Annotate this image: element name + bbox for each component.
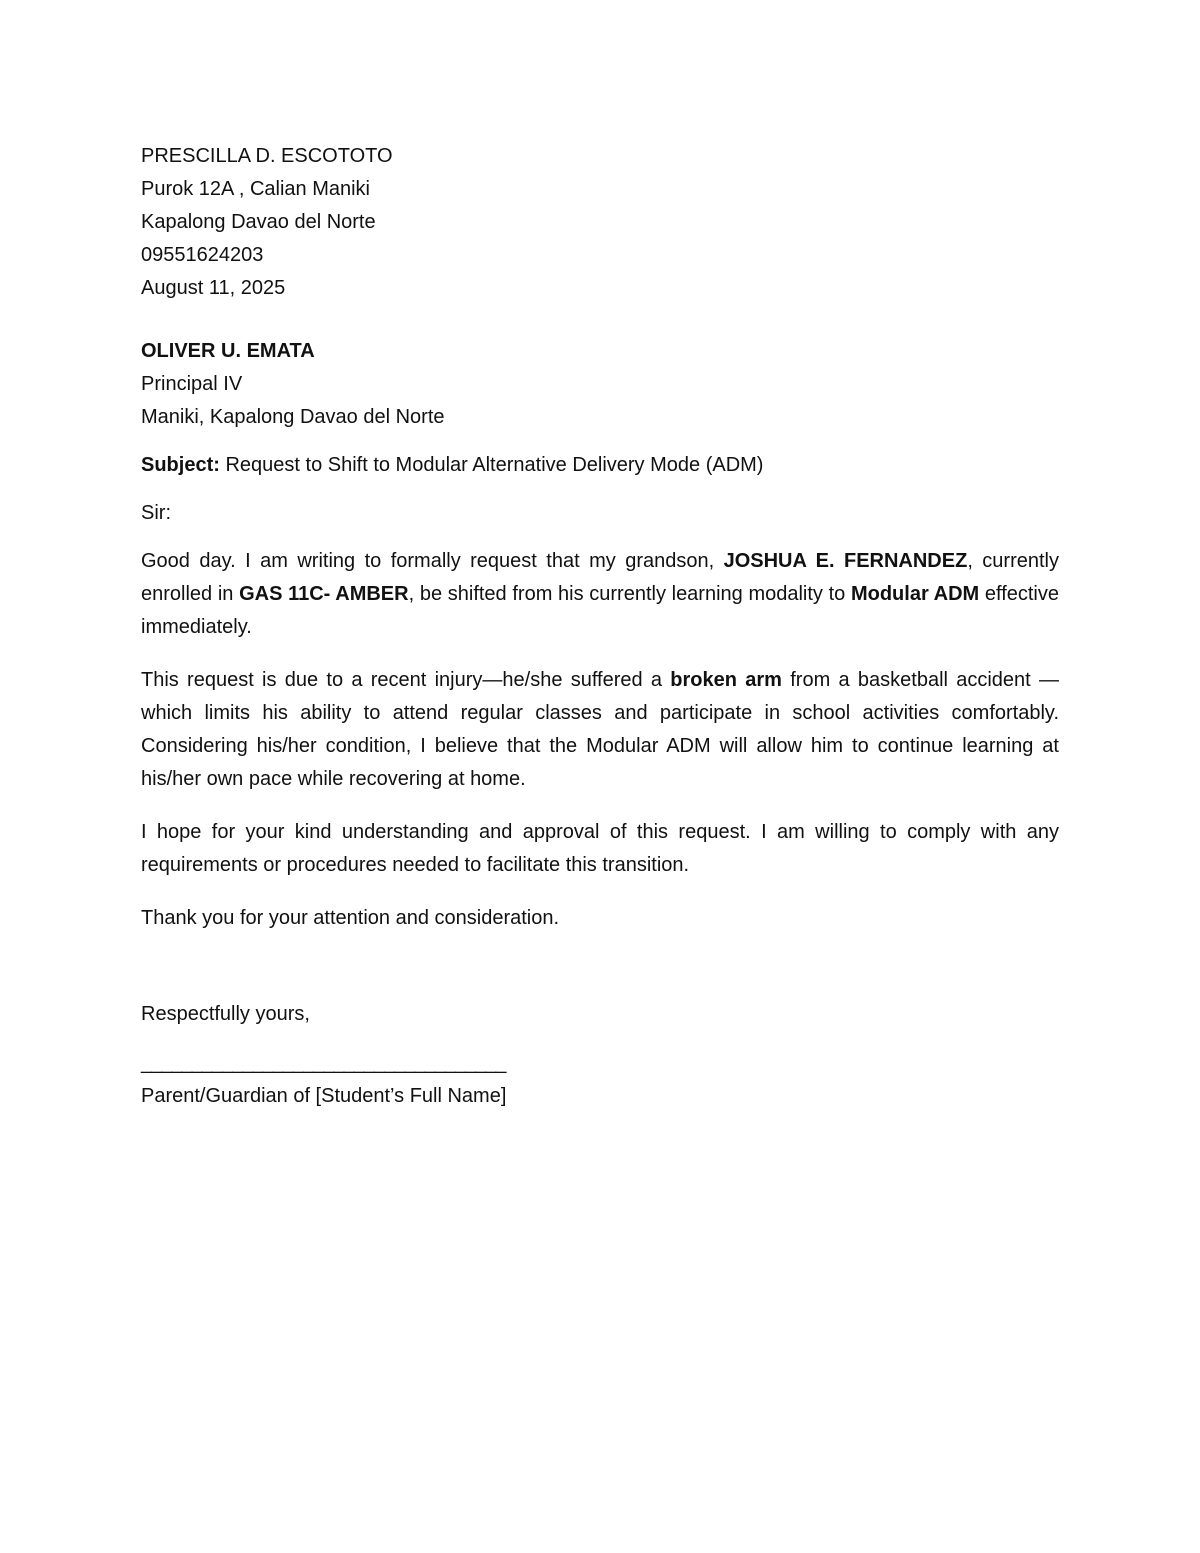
letter-date: August 11, 2025 (141, 277, 286, 299)
subject-label: Subject: (141, 454, 220, 476)
recipient-block (141, 335, 1059, 434)
subject-text: Request to Shift to Modular Alternative Delivery Mode (ADM) (219, 454, 764, 476)
student-section: GAS 11C- AMBER (239, 583, 409, 605)
student-name: JOSHUA E. FERNANDEZ (723, 550, 968, 572)
p2-text-1: This request is due to a recent injury—he/she suffered a (141, 669, 671, 691)
subject-line (141, 449, 1059, 482)
recipient-address: Maniki, Kapalong Davao del Norte (141, 406, 445, 428)
recipient-name: OLIVER U. EMATA (141, 340, 315, 362)
sender-address-line1: Purok 12A , Calian Maniki (141, 178, 371, 200)
p1-text-2: , currently enrolled in (141, 550, 1059, 605)
sender-phone: 09551624203 (141, 244, 264, 266)
sender-address-line2: Kapalong Davao del Norte (141, 211, 376, 233)
p1-text-3: , be shifted from his currently learning modality to (408, 583, 851, 605)
body-paragraph-2 (141, 664, 1059, 796)
signature-caption: Parent/Guardian of [Student’s Full Name] (141, 1085, 507, 1107)
salutation: Sir: (141, 502, 171, 524)
body-paragraph-3: I hope for your kind understanding and approval of this request. I am willing to comply with any requirements or procedures needed to facilitate this transition. (141, 821, 1059, 876)
body-paragraph-4: Thank you for your attention and consideration. (141, 907, 560, 929)
signature-line: ____________________________________ (141, 1052, 506, 1074)
p1-text-4: effective immediately. (141, 583, 1059, 638)
injury: broken arm (670, 669, 782, 691)
recipient-title: Principal IV (141, 373, 243, 395)
letter-page (141, 140, 1059, 1113)
sender-name: PRESCILLA D. ESCOTOTO (141, 145, 393, 167)
p2-text-2: from a basketball accident —which limits his ability to attend regular classes and participate in school activities comfortably. Considering his/her condition, I believe that the Modular ADM will allow him to continue learning at his/her own pace while recovering at home. (141, 669, 1059, 790)
sender-block (141, 140, 1059, 305)
complimentary-close: Respectfully yours, (141, 1003, 310, 1025)
body-paragraph-1 (141, 545, 1059, 644)
requested-modality: Modular ADM (850, 583, 980, 605)
p1-text-1: Good day. I am writing to formally request that my grandson, (141, 550, 724, 572)
